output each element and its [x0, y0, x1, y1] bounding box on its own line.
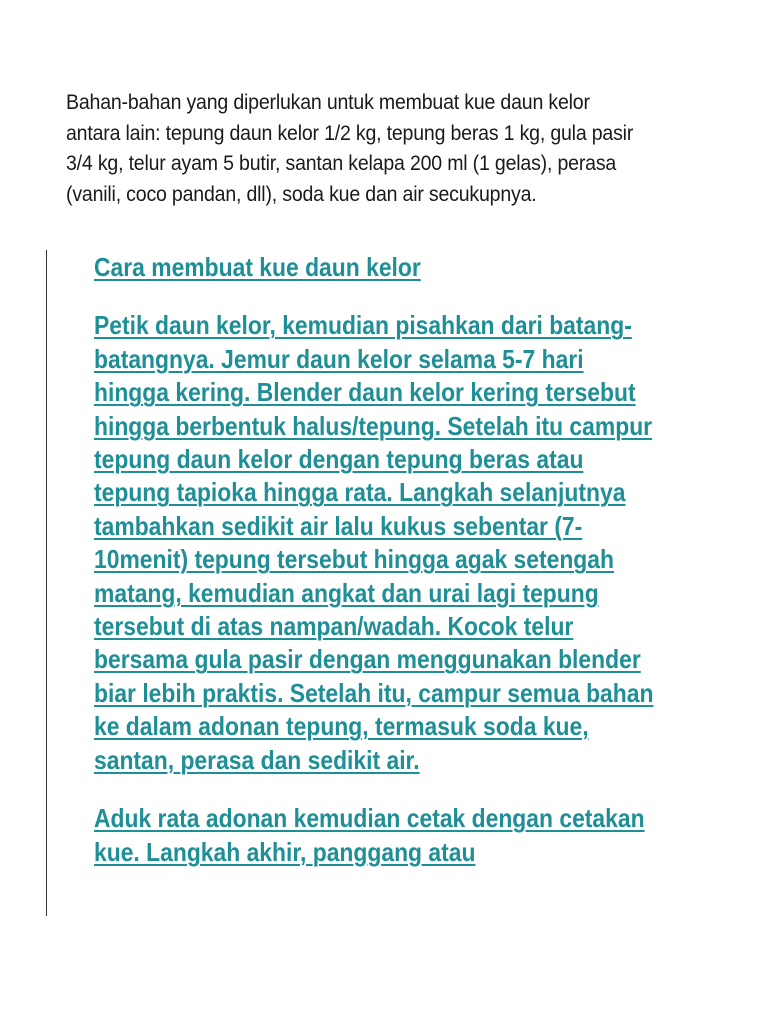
- instructions-paragraph-2[interactable]: Aduk rata adonan kemudian cetak dengan cetakan kue. Langkah akhir, panggang atau: [94, 803, 645, 867]
- instructions-section: [94, 250, 657, 869]
- section-heading-link[interactable]: Cara membuat kue daun kelor: [94, 252, 421, 282]
- instructions-paragraph-1[interactable]: Petik daun kelor, kemudian pisahkan dari batang-batangnya. Jemur daun kelor selama 5-7 hari hingga kering. Blender daun kelor kering tersebut hingga berbentuk halus/tepung. Setelah itu campur tepung daun kelor dengan tepung beras atau tepung tapioka hingga rata. Langkah selanjutnya tambahkan sedikit air lalu kukus sebentar (7-10menit) tepung tersebut hingga agak setengah matang, kemudian angkat dan urai lagi tepung tersebut di atas nampan/wadah. Kocok telur bersama gula pasir dengan menggunakan blender biar lebih praktis. Setelah itu, campur semua bahan ke dalam adonan tepung, termasuk soda kue, santan, perasa dan sedikit air.: [94, 310, 654, 775]
- margin-rule: [46, 250, 47, 916]
- ingredients-paragraph: Bahan-bahan yang diperlukan untuk membuat kue daun kelor antara lain: tepung daun kelor 1/2 kg, tepung beras 1 kg, gula pasir 3/4 kg, telur ayam 5 butir, santan kelapa 200 ml (1 gelas), perasa (vanili, coco pandan, dll), soda kue dan air secukupnya.: [66, 91, 634, 206]
